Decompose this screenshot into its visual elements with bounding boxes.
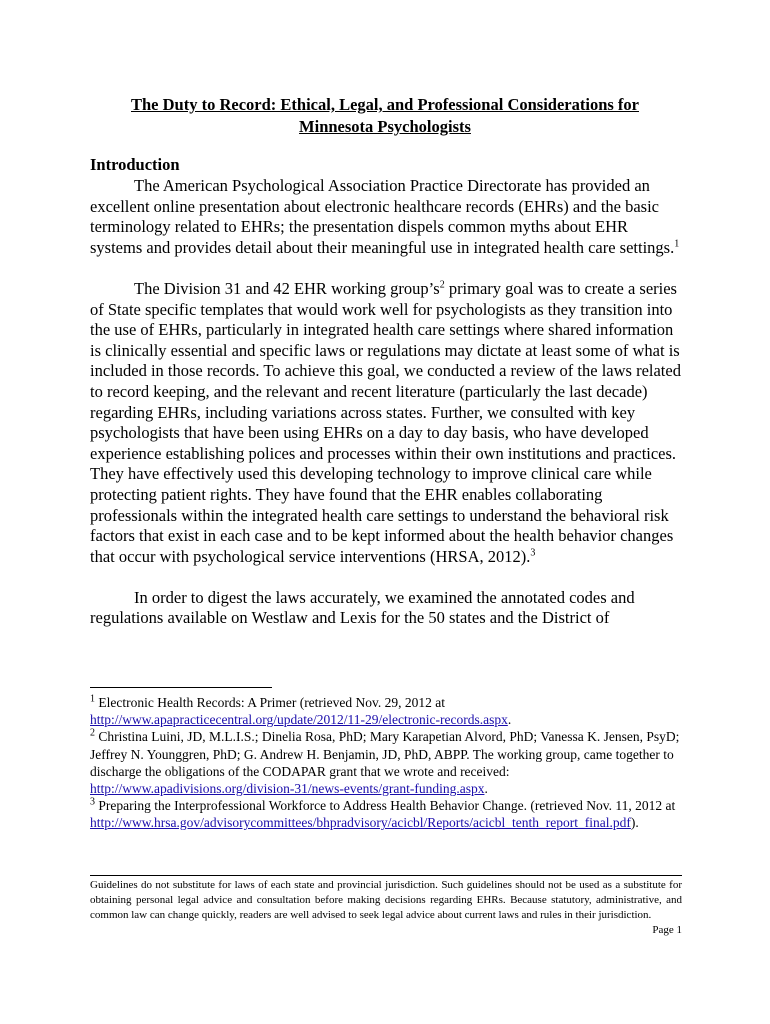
paragraph-3 xyxy=(90,588,682,629)
paragraph-2-text-end: primary goal was to create a series of State specific templates that would work well for psychologists as they transition into the use of EHRs, particularly in integrated health care settings where shared information is clinically essential and specific laws or regulations may dictate at least some of what is included in those records. To achieve this goal, we conducted a review of the laws related to record keeping, and the relevant and recent literature (particularly the last decade) regarding EHRs, including variations across states. Further, we consulted with key psychologists that have been using EHRs on a day to day basis, who have developed experience establishing polices and processes within their own institutions and practices. They have effectively used this developing technology to improve clinical care while protecting patient rights. They have found that the EHR enables collaborating professionals within the integrated health care settings to understand the behavioral risk factors that exist in each case and to be kept informed about the health behavior changes that occur with psychological service interventions (HRSA, 2012). xyxy=(90,278,681,566)
footnote-2-text: Christina Luini, JD, M.L.I.S.; Dinelia Rosa, PhD; Mary Karapetian Alvord, PhD; Vanessa K. Jensen, PsyD; Jeffrey N. Younggren, PhD; G. Andrew H. Benjamin, JD, PhD, ABPP. The working group, came together to discharge the obligations of the CODAPAR grant that we wrote and received: xyxy=(90,729,680,779)
footnote-1 xyxy=(90,694,682,728)
title-line-1: The Duty to Record: Ethical, Legal, and Professional Considerations for xyxy=(131,95,639,114)
footnotes xyxy=(90,694,682,832)
footnote-separator xyxy=(90,687,272,688)
footnote-1-number: 1 xyxy=(90,693,95,705)
body-text xyxy=(90,176,682,629)
footnote-3-end: ). xyxy=(630,815,639,831)
paragraph-2 xyxy=(90,279,682,567)
footnote-2-number: 2 xyxy=(90,727,95,739)
document-title xyxy=(90,94,680,138)
footnote-1-end: . xyxy=(507,712,512,728)
footnote-3-text: Preparing the Interprofessional Workforce to Address Health Behavior Change. (retrieved Nov. 11, 2012 at xyxy=(95,798,676,814)
paragraph-1-text: The American Psychological Association Practice Directorate has provided an excellent online presentation about electronic healthcare records (EHRs) and the basic terminology related to EHRs; the presentation dispels common myths about EHR systems and provides detail about their meaningful use in integrated health care settings. xyxy=(90,176,675,257)
paragraph-3-text: In order to digest the laws accurately, we examined the annotated codes and regulations available on Westlaw and Lexis for the 50 states and the District of xyxy=(90,587,635,628)
footnote-3-link[interactable]: http://www.hrsa.gov/advisorycommittees/bhpradvisory/acicbl/Reports/acicbl_tenth_report_final.pdf xyxy=(90,815,631,831)
footer-separator xyxy=(90,875,682,876)
footnote-1-text: Electronic Health Records: A Primer (retrieved Nov. 29, 2012 at xyxy=(95,695,446,710)
footnote-ref-2[interactable]: 2 xyxy=(439,279,445,291)
footnote-3-number: 3 xyxy=(90,796,95,808)
title-line-2: Minnesota Psychologists xyxy=(299,117,471,136)
footnote-3 xyxy=(90,797,682,831)
footnote-2-link[interactable]: http://www.apadivisions.org/division-31/news-events/grant-funding.aspx xyxy=(90,781,485,797)
footnote-ref-1[interactable]: 1 xyxy=(674,238,680,250)
footnote-2-end: . xyxy=(484,781,488,797)
footnote-2 xyxy=(90,728,682,797)
legal-disclaimer: Guidelines do not substitute for laws of each state and provincial jurisdiction. Such guidelines should not be used as a substitute for obtaining personal legal advice and consultation before making decisions regarding EHRs. Because statutory, administrative, and common law can change quickly, readers are well advised to seek legal advice about current laws and rules in their jurisdiction. xyxy=(90,879,682,921)
section-heading: Introduction xyxy=(90,155,180,174)
paragraph-1 xyxy=(90,176,682,258)
page-number: Page 1 xyxy=(652,924,682,936)
footnote-ref-3[interactable]: 3 xyxy=(530,547,536,559)
paragraph-2-text-start: The Division 31 and 42 EHR working group’s xyxy=(134,278,440,298)
footnote-1-link[interactable]: http://www.apapracticecentral.org/update/2012/11-29/electronic-records.aspx xyxy=(90,712,508,728)
